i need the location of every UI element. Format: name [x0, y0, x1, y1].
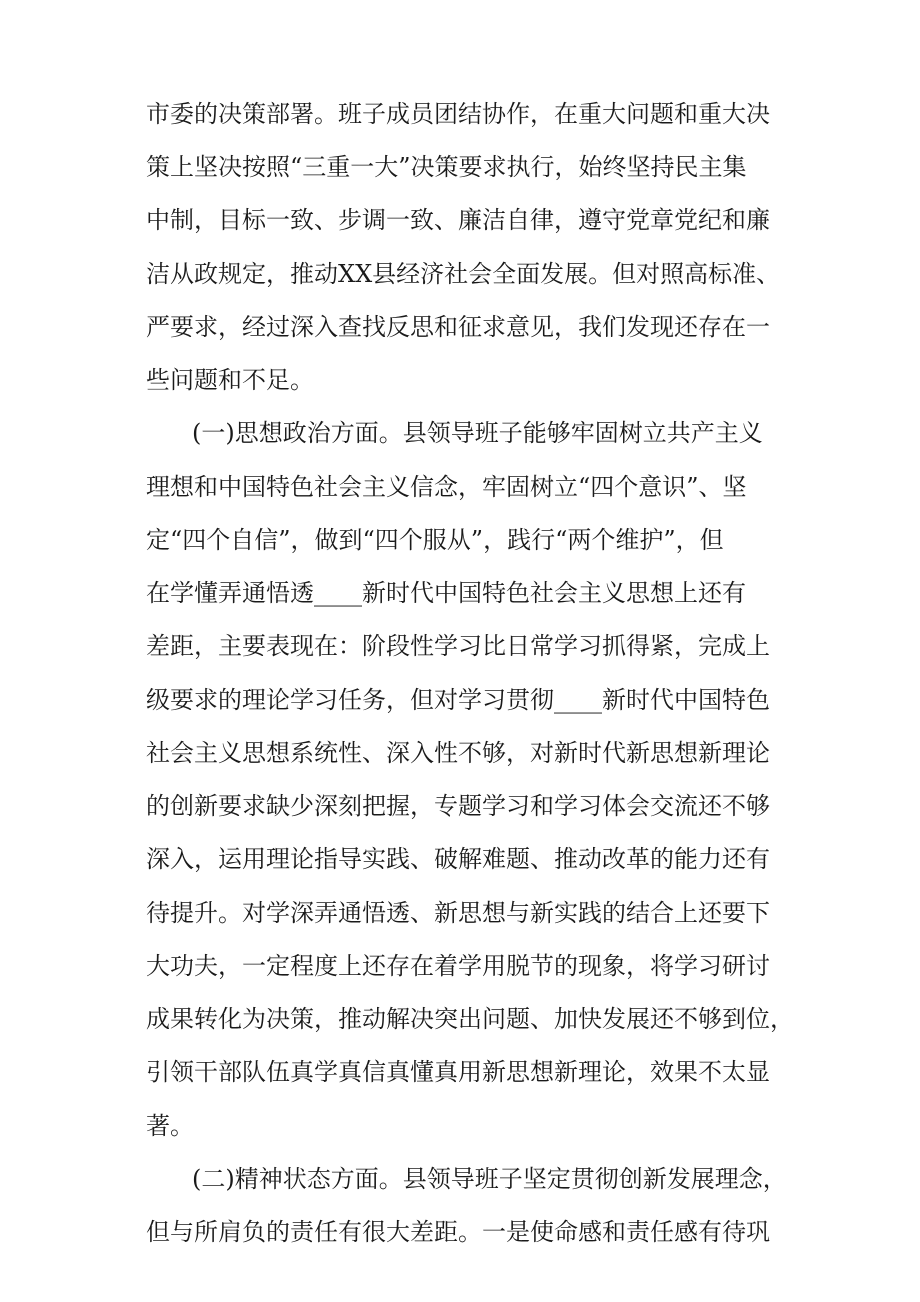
text-line: 级要求的理论学习任务，但对学习贯彻____新时代中国特色: [146, 686, 770, 714]
text-line: 在学懂弄通悟透____新时代中国特色社会主义思想上还有: [146, 579, 746, 607]
text-line: 成果转化为决策，推动解决突出问题、加快发展还不够到位，: [146, 1005, 794, 1033]
text-line: 中制，目标一致、步调一致、廉洁自律，遵守党章党纪和廉: [146, 206, 770, 234]
text-line: 些问题和不足。: [146, 366, 314, 394]
paragraph-heading-line: (一)思想政治方面。县领导班子能够牢固树立共产主义: [192, 419, 763, 447]
text-line: 差距，主要表现在：阶段性学习比日常学习抓得紧，完成上: [146, 632, 770, 660]
text-line: 定“四个自信”，做到“四个服从”，践行“两个维护”，但: [146, 526, 724, 554]
text-line: 大功夫，一定程度上还存在着学用脱节的现象，将学习研讨: [146, 952, 770, 980]
paragraph-heading-line: (二)精神状态方面。县领导班子坚定贯彻创新发展理念，: [192, 1165, 787, 1193]
text-line: 的创新要求缺少深刻把握，专题学习和学习体会交流还不够: [146, 792, 770, 820]
text-line: 待提升。对学深弄通悟透、新思想与新实践的结合上还要下: [146, 899, 770, 927]
text-line: 市委的决策部署。班子成员团结协作，在重大问题和重大决: [146, 100, 770, 128]
text-line: 引领干部队伍真学真信真懂真用新思想新理论，效果不太显: [146, 1058, 770, 1086]
text-line: 严要求，经过深入查找反思和征求意见，我们发现还存在一: [146, 313, 770, 341]
text-line: 但与所肩负的责任有很大差距。一是使命感和责任感有待巩: [146, 1218, 770, 1246]
text-line: 理想和中国特色社会主义信念，牢固树立“四个意识”、坚: [146, 473, 747, 501]
text-line: 深入，运用理论指导实践、破解难题、推动改革的能力还有: [146, 845, 770, 873]
text-line: 社会主义思想系统性、深入性不够，对新时代新思想新理论: [146, 739, 770, 767]
text-line: 著。: [146, 1112, 194, 1140]
text-line: 洁从政规定，推动XX县经济社会全面发展。但对照高标准、: [146, 260, 781, 288]
text-line: 策上坚决按照“三重一大”决策要求执行，始终坚持民主集: [146, 153, 747, 181]
